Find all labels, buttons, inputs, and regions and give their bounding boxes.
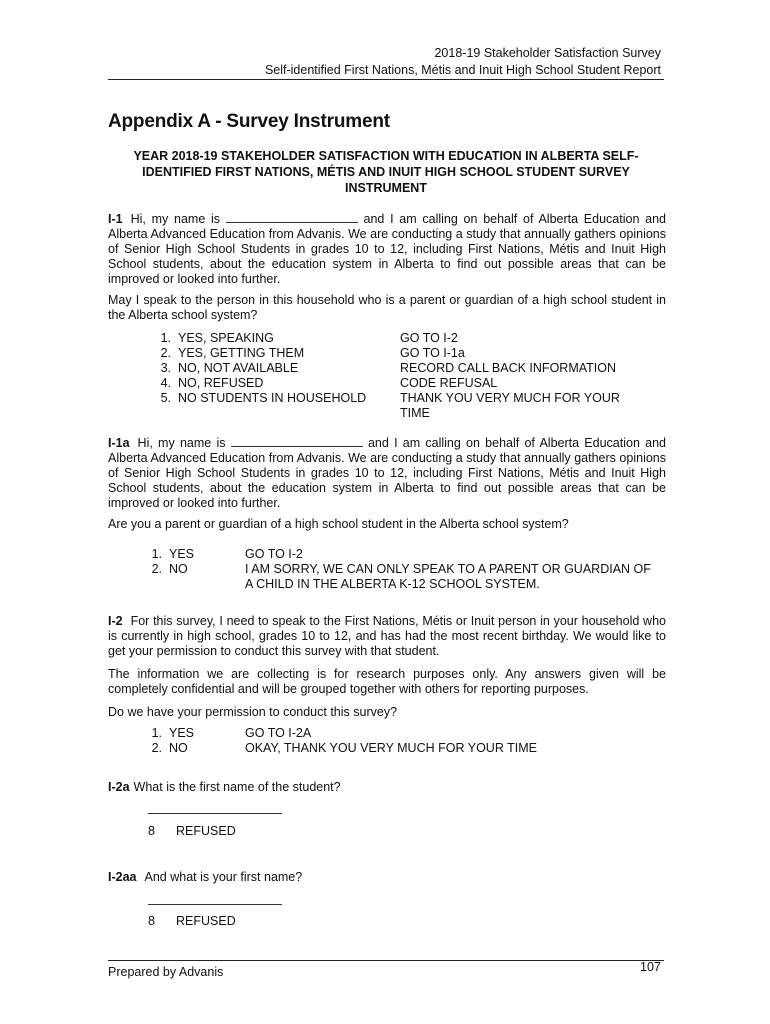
option-row: [148, 726, 668, 741]
refused-code: 8: [148, 914, 155, 928]
option-number: 2.: [151, 562, 162, 576]
question-i1a-text: Are you a parent or guardian of a high school student in the Alberta school system?: [108, 517, 569, 531]
question-i2-options: [148, 726, 668, 756]
option-number: 1.: [151, 726, 162, 740]
header-report-title: 2018-19 Stakeholder Satisfaction Survey: [434, 46, 661, 60]
question-i1-intro: [108, 211, 666, 287]
option-label: NO: [169, 741, 188, 755]
header-report-subtitle: Self-identified First Nations, Métis and Inuit High School Student Report: [264, 63, 661, 77]
intro-text: Hi, my name is: [137, 436, 231, 450]
option-label: YES, GETTING THEM: [178, 346, 305, 360]
option-goto: RECORD CALL BACK INFORMATION: [400, 361, 616, 375]
page-number: 107: [640, 960, 661, 974]
option-row: [157, 361, 667, 376]
question-i2a: [108, 780, 666, 795]
option-row-continued: [148, 577, 668, 592]
option-number: 3.: [160, 361, 171, 375]
option-goto: GO TO I-2A: [245, 726, 312, 740]
option-label: YES: [169, 547, 195, 561]
refused-label: REFUSED: [176, 824, 236, 838]
footer-prepared-by: Prepared by Advanis: [108, 965, 224, 979]
option-row: [148, 562, 668, 577]
question-id: I-2: [108, 614, 123, 628]
intro-text-continued: and I am calling on behalf of Alberta Education and Alberta Advanced Education from Advanis. We are conducting a study that annually gathers opinions of Senior High School Students in grades 10 to 12, including First Nations, Métis and Inuit High School students, about the education system in Alberta to find out possible areas that can be improved or looked into further.: [108, 436, 666, 510]
question-id: I-2aa: [108, 870, 137, 884]
option-row: [157, 346, 667, 361]
option-label: YES: [169, 726, 195, 740]
option-goto: CODE REFUSAL: [400, 376, 498, 390]
refused-code: 8: [148, 824, 155, 838]
answer-line: [148, 813, 282, 814]
option-number: 1.: [151, 547, 162, 561]
question-i2aa: [108, 870, 666, 885]
question-text: And what is your first name?: [144, 870, 303, 884]
option-goto: THANK YOU VERY MUCH FOR YOUR: [400, 391, 620, 405]
option-row: [157, 391, 667, 406]
option-row: [157, 376, 667, 391]
option-goto-continued: A CHILD IN THE ALBERTA K-12 SCHOOL SYSTEM.: [245, 577, 540, 591]
appendix-title: Appendix A - Survey Instrument: [108, 111, 390, 132]
question-i2-intro: [108, 614, 666, 659]
option-number: 5.: [160, 391, 171, 405]
option-goto-continued: TIME: [400, 406, 430, 420]
question-id: I-1: [108, 212, 123, 226]
option-goto: I AM SORRY, WE CAN ONLY SPEAK TO A PARENT OR GUARDIAN OF: [245, 562, 651, 576]
option-label: NO STUDENTS IN HOUSEHOLD: [178, 391, 367, 405]
question-text: What is the first name of the student?: [133, 780, 341, 794]
footer-divider: [108, 960, 664, 961]
option-number: 2.: [160, 346, 171, 360]
option-goto: GO TO I-1a: [400, 346, 465, 360]
option-number: 1.: [160, 331, 171, 345]
name-blank: [231, 435, 363, 447]
question-id: I-2a: [108, 780, 130, 794]
question-i1-options: [157, 331, 667, 421]
option-number: 4.: [160, 376, 171, 390]
answer-line: [148, 904, 282, 905]
header-divider: [108, 79, 664, 80]
option-label: NO, NOT AVAILABLE: [178, 361, 299, 375]
option-goto: OKAY, THANK YOU VERY MUCH FOR YOUR TIME: [245, 741, 537, 755]
question-i2-info: The information we are collecting is for research purposes only. Any answers given will be completely confidential and will be grouped together with others for reporting purposes.: [108, 667, 666, 696]
survey-title: YEAR 2018-19 STAKEHOLDER SATISFACTION WITH EDUCATION IN ALBERTA SELF-IDENTIFIED FIRST NATIONS, MÉTIS AND INUIT HIGH SCHOOL STUDENT SURVEY INSTRUMENT: [133, 149, 639, 195]
question-id: I-1a: [108, 436, 130, 450]
option-label: NO: [169, 562, 188, 576]
name-blank: [226, 211, 358, 223]
question-i1-text: May I speak to the person in this household who is a parent or guardian of a high school student in the Alberta school system?: [108, 293, 666, 322]
option-row-continued: [157, 406, 667, 421]
question-i2-text: Do we have your permission to conduct this survey?: [108, 705, 398, 719]
intro-text: Hi, my name is: [130, 212, 226, 226]
option-label: YES, SPEAKING: [178, 331, 274, 345]
question-i1a-options: [148, 547, 668, 592]
intro-text-continued: and I am calling on behalf of Alberta Education and Alberta Advanced Education from Advanis. We are conducting a study that annually gathers opinions of Senior High School Students in grades 10 to 12, including First Nations, Métis and Inuit High School students, about the education system in Alberta to find out possible areas that can be improved or looked into further.: [108, 212, 666, 286]
question-i1a-intro: [108, 435, 666, 511]
option-row: [148, 547, 668, 562]
option-label: NO, REFUSED: [178, 376, 264, 390]
intro-text: For this survey, I need to speak to the First Nations, Métis or Inuit person in your household who is currently in high school, grades 10 to 12, and has had the most recent birthday. We would like to get your permission to conduct this survey with that student.: [108, 614, 666, 658]
option-row: [148, 741, 668, 756]
refused-label: REFUSED: [176, 914, 236, 928]
option-row: [157, 331, 667, 346]
option-goto: GO TO I-2: [245, 547, 303, 561]
option-number: 2.: [151, 741, 162, 755]
option-goto: GO TO I-2: [400, 331, 458, 345]
